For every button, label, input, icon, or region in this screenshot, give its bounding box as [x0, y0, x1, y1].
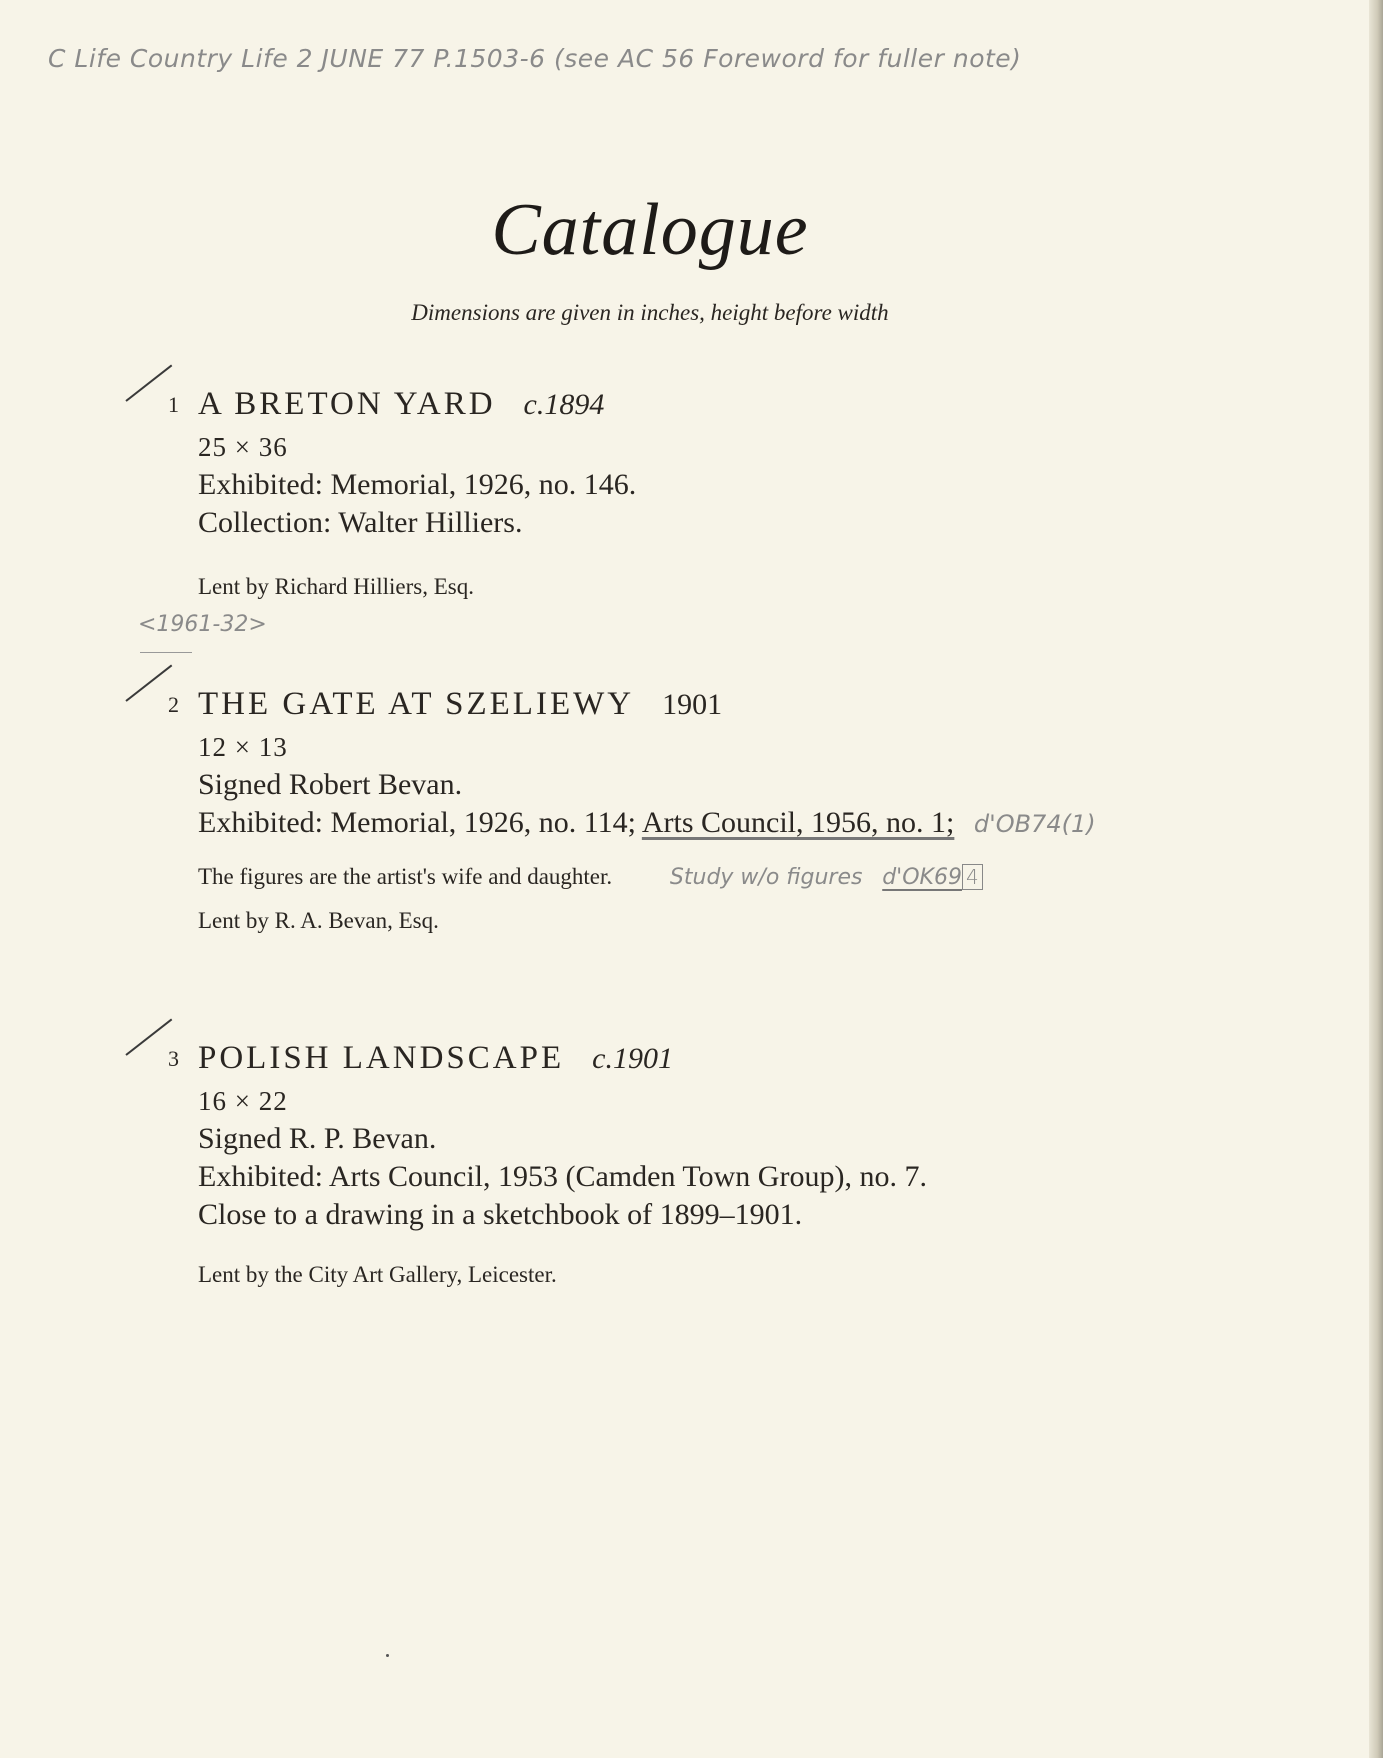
pencil-annotation-study-ref: d'OK69	[882, 865, 962, 890]
pencil-annotation-entry1: <1961-32>	[138, 612, 267, 637]
entry-exhibited-part: Exhibited: Memorial, 1926, no. 114;	[198, 806, 642, 839]
entry-exhibited: Exhibited: Arts Council, 1953 (Camden Town Group), no. 7.	[198, 1160, 927, 1193]
pencil-annotation-entry2: d'OB74(1)	[973, 810, 1096, 838]
entry-exhibited	[198, 806, 1096, 844]
entry-signed: Signed Robert Bevan.	[198, 768, 463, 801]
pencil-tick-mark	[125, 665, 172, 702]
entry-title: POLISH LANDSCAPE	[198, 1040, 565, 1076]
entry-date: c.1901	[592, 1042, 673, 1075]
entry-number: 2	[168, 692, 179, 717]
entry-title-row	[198, 1040, 927, 1082]
pencil-annotation-top: C Life Country Life 2 JUNE 77 P.1503-6 (see AC 56 Foreword for fuller note)	[48, 44, 1022, 73]
pencil-tick-mark	[125, 365, 172, 402]
pencil-tick-mark	[125, 1019, 172, 1056]
entry-note-text: The figures are the artist's wife and daughter.	[198, 864, 613, 889]
pencil-rule	[140, 652, 192, 653]
entry-note	[198, 864, 1096, 890]
entry-dimensions: 12 × 13	[198, 732, 288, 762]
page-mark	[386, 1654, 389, 1657]
entry-date: c.1894	[523, 388, 605, 421]
catalogue-entry-3	[168, 1040, 927, 1288]
catalogue-entry-1	[168, 386, 637, 600]
entry-dimensions: 25 × 36	[198, 432, 288, 462]
entry-collection: Collection: Walter Hilliers.	[198, 506, 523, 539]
pencil-annotation-study: Study w/o figures	[669, 865, 863, 890]
entry-note: Close to a drawing in a sketchbook of 1899–1901.	[198, 1198, 803, 1231]
entry-exhibited-underlined: Arts Council, 1956, no. 1;	[641, 806, 955, 839]
page-edge	[1369, 0, 1383, 1758]
entry-number: 1	[168, 392, 179, 417]
entry-signed: Signed R. P. Bevan.	[198, 1122, 437, 1155]
entry-title: THE GATE AT SZELIEWY	[198, 686, 635, 722]
entry-title: A BRETON YARD	[198, 386, 496, 422]
entry-dimensions: 16 × 22	[198, 1086, 288, 1116]
page-subtitle: Dimensions are given in inches, height before width	[411, 300, 889, 325]
entry-number: 3	[168, 1046, 179, 1071]
pencil-annotation-box: 4	[962, 864, 983, 890]
entry-exhibited: Exhibited: Memorial, 1926, no. 146.	[198, 468, 637, 501]
entry-lender: Lent by Richard Hilliers, Esq.	[198, 574, 474, 599]
catalogue-entry-2	[168, 686, 1096, 934]
entry-lender: Lent by R. A. Bevan, Esq.	[198, 908, 439, 933]
page-title: Catalogue	[491, 189, 809, 271]
entry-title-row	[198, 386, 636, 428]
entry-lender: Lent by the City Art Gallery, Leicester.	[198, 1262, 557, 1287]
entry-title-row	[198, 686, 1096, 728]
entry-date: 1901	[662, 688, 723, 721]
